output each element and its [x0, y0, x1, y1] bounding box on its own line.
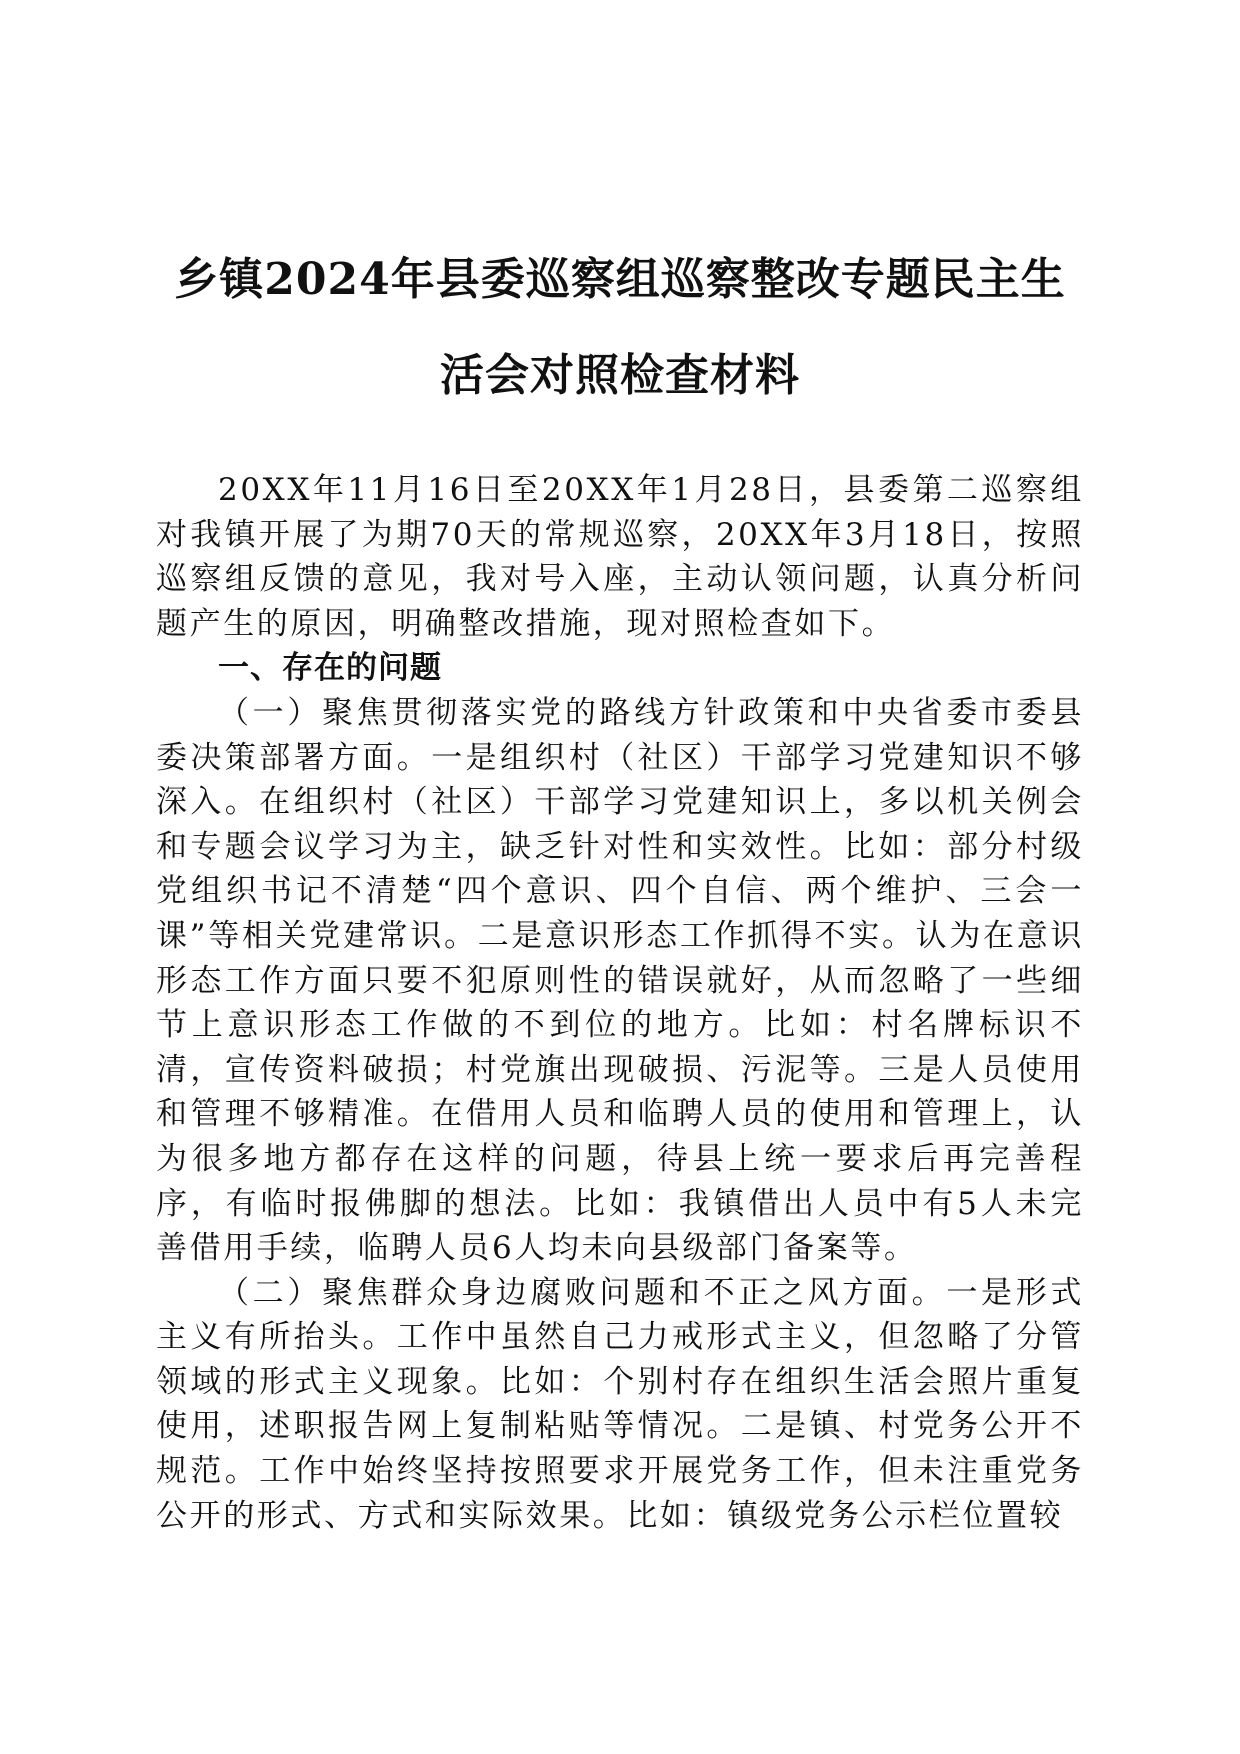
document-body: [156, 468, 1084, 1538]
intro-paragraph: 20XX年11月16日至20XX年1月28日，县委第二巡察组对我镇开展了为期70天的常规巡察，20XX年3月18日，按照巡察组反馈的意见，我对号入座，主动认领问题，认真分析问题产生的原因，明确整改措施，现对照检查如下。: [156, 472, 1084, 642]
problem-item-1: （一）聚焦贯彻落实党的路线方针政策和中央省委市委县委决策部署方面。一是组织村（社区）干部学习党建知识不够深入。在组织村（社区）干部学习党建知识上，多以机关例会和专题会议学习为主，缺乏针对性和实效性。比如：部分村级党组织书记不清楚“四个意识、四个自信、两个维护、三会一课”等相关党建常识。二是意识形态工作抓得不实。认为在意识形态工作方面只要不犯原则性的错误就好，从而忽略了一些细节上意识形态工作做的不到位的地方。比如：村名牌标识不清，宣传资料破损；村党旗出现破损、污泥等。三是人员使用和管理不够精准。在借用人员和临聘人员的使用和管理上，认为很多地方都存在这样的问题，待县上统一要求后再完善程序，有临时报佛脚的想法。比如：我镇借出人员中有5人未完善借用手续，临聘人员6人均未向县级部门备案等。: [156, 694, 1084, 1267]
section-heading-problems: 一、存在的问题: [218, 650, 442, 687]
document-title: [150, 232, 1090, 424]
problem-item-2: （二）聚焦群众身边腐败问题和不正之风方面。一是形式主义有所抬头。工作中虽然自己力戒形式主义，但忽略了分管领域的形式主义现象。比如：个别村存在组织生活会照片重复使用，述职报告网上复制粘贴等情况。二是镇、村党务公开不规范。工作中始终坚持按照要求开展党务工作，但未注重党务公开的形式、方式和实际效果。比如：镇级党务公示栏位置较: [156, 1274, 1084, 1534]
title-line-2: 活会对照检查材料: [440, 350, 800, 401]
title-line-1: 乡镇2024年县委巡察组巡察整改专题民主生: [174, 254, 1066, 305]
